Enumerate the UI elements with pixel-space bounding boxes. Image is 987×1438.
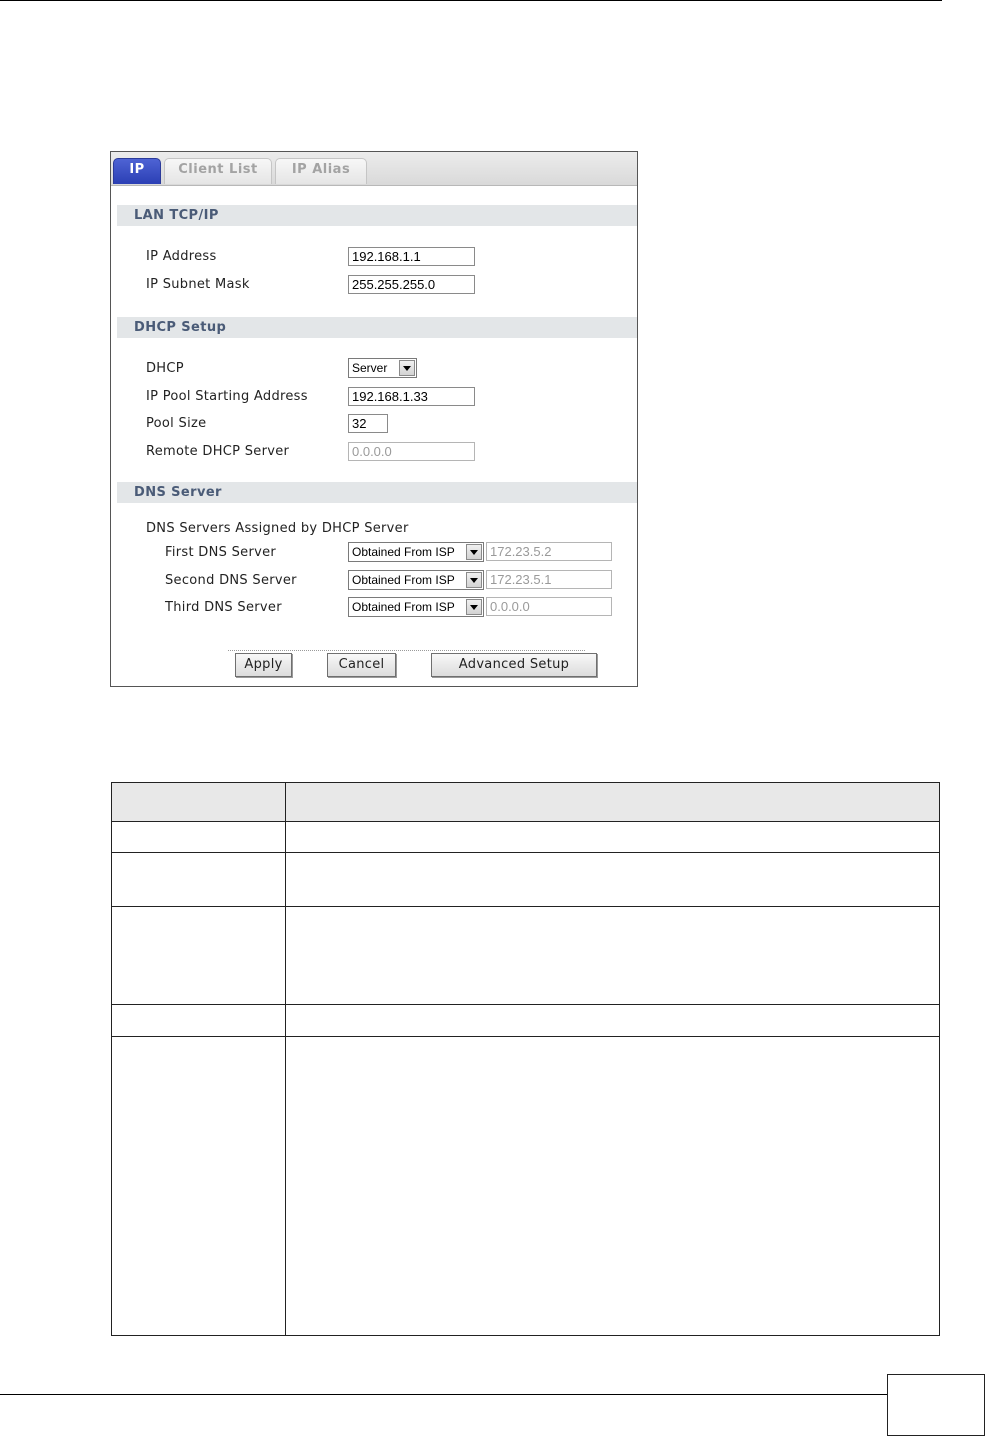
- table-row: [112, 821, 939, 853]
- second-dns-ip-input[interactable]: 172.23.5.1: [486, 570, 612, 589]
- table-row: [112, 853, 939, 907]
- third-dns-label: Third DNS Server: [165, 600, 282, 615]
- tab-ip[interactable]: IP: [113, 158, 161, 184]
- pool-size-input[interactable]: 32: [348, 414, 388, 433]
- footer-rule: [0, 1394, 888, 1395]
- third-dns-mode-select[interactable]: [348, 597, 484, 617]
- chevron-down-icon[interactable]: [466, 572, 482, 588]
- ip-address-label: IP Address: [146, 249, 217, 264]
- chevron-down-icon[interactable]: [466, 599, 482, 615]
- remote-dhcp-input[interactable]: 0.0.0.0: [348, 442, 475, 461]
- header-rule: [0, 0, 942, 1]
- pool-size-label: Pool Size: [146, 416, 207, 431]
- dhcp-label: DHCP: [146, 361, 184, 376]
- lan-ip-screenshot: [110, 151, 638, 687]
- dns-assigned-label: DNS Servers Assigned by DHCP Server: [146, 521, 409, 536]
- remote-dhcp-label: Remote DHCP Server: [146, 444, 290, 459]
- pool-start-label: IP Pool Starting Address: [146, 389, 308, 404]
- pool-start-input[interactable]: 192.168.1.33: [348, 387, 475, 406]
- first-dns-mode-value: Obtained From ISP: [352, 545, 455, 559]
- cancel-button[interactable]: Cancel: [327, 653, 396, 677]
- first-dns-mode-select[interactable]: [348, 542, 484, 562]
- table-row: [112, 907, 939, 1005]
- third-dns-mode-value: Obtained From ISP: [352, 600, 455, 614]
- table-column-divider: [285, 783, 286, 1335]
- second-dns-mode-value: Obtained From ISP: [352, 573, 455, 587]
- field-description-table: [111, 782, 940, 1336]
- ip-address-input[interactable]: 192.168.1.1: [348, 247, 475, 266]
- tab-bar: [111, 152, 637, 186]
- section-dhcp-setup: DHCP Setup: [117, 317, 637, 338]
- dhcp-select-value: Server: [352, 361, 388, 375]
- tab-ip-alias[interactable]: IP Alias: [275, 158, 367, 184]
- first-dns-label: First DNS Server: [165, 545, 277, 560]
- second-dns-mode-select[interactable]: [348, 570, 484, 590]
- subnet-mask-label: IP Subnet Mask: [146, 277, 250, 292]
- chevron-down-icon[interactable]: [466, 544, 482, 560]
- first-dns-ip-input[interactable]: 172.23.5.2: [486, 542, 612, 561]
- section-dns-server: DNS Server: [117, 482, 637, 503]
- tab-client-list[interactable]: Client List: [164, 158, 272, 184]
- subnet-mask-input[interactable]: 255.255.255.0: [348, 275, 475, 294]
- third-dns-ip-input[interactable]: 0.0.0.0: [486, 597, 612, 616]
- table-header: [112, 783, 939, 822]
- chevron-down-icon[interactable]: [399, 360, 415, 376]
- button-divider: [228, 650, 585, 651]
- page-number-box: [887, 1374, 985, 1436]
- dhcp-select[interactable]: [348, 358, 417, 378]
- table-row: [112, 1005, 939, 1037]
- second-dns-label: Second DNS Server: [165, 573, 297, 588]
- section-lan-tcpip: LAN TCP/IP: [117, 205, 637, 226]
- advanced-setup-button[interactable]: Advanced Setup: [431, 653, 597, 677]
- apply-button[interactable]: Apply: [235, 653, 292, 677]
